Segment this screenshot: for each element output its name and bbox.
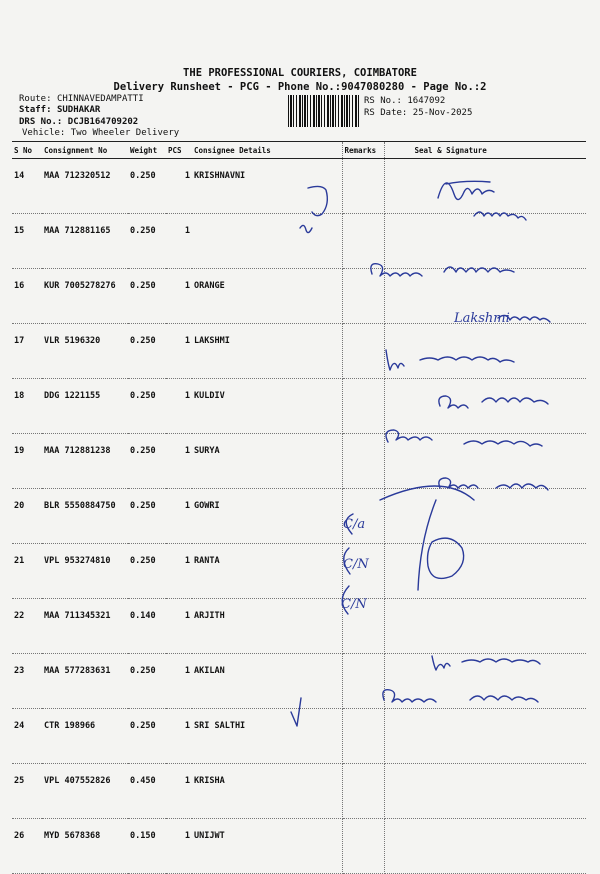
consignee-cell: KRISHA [192, 764, 342, 819]
remarks-cell [342, 324, 384, 379]
table-row [12, 324, 586, 379]
route-line [19, 94, 144, 104]
consignee-cell: AKILAN [192, 654, 342, 709]
table-row [12, 269, 586, 324]
signature-cell [384, 159, 586, 214]
sno-cell: 22 [12, 599, 42, 654]
sno-cell: 23 [12, 654, 42, 709]
pcs-cell: 1 [166, 269, 192, 324]
staff-value: SUDHAKAR [56, 105, 101, 115]
consignee-cell: ORANGE [192, 269, 342, 324]
consignment-cell: DDG 1221155 [42, 379, 128, 434]
pcs-cell: 1 [166, 544, 192, 599]
consignee-cell: KRISHNAVNI [192, 159, 342, 214]
weight-cell: 0.250 [128, 434, 166, 489]
table-row [12, 489, 586, 544]
rs-no-line [364, 96, 445, 106]
remarks-cell [342, 819, 384, 874]
col-consignment: Consignment No [42, 142, 128, 159]
signature-cell [384, 379, 586, 434]
pcs-cell: 1 [166, 434, 192, 489]
weight-cell: 0.450 [128, 764, 166, 819]
consignee-cell: LAKSHMI [192, 324, 342, 379]
table-header-row [12, 142, 586, 159]
remarks-cell [342, 544, 384, 599]
sno-cell: 15 [12, 214, 42, 269]
col-pcs: PCS [166, 142, 192, 159]
pcs-cell: 1 [166, 379, 192, 434]
col-remarks: Remarks [342, 142, 384, 159]
consignment-cell: VLR 5196320 [42, 324, 128, 379]
weight-cell: 0.140 [128, 599, 166, 654]
signature-lakshmi: Lakshmi [454, 311, 510, 326]
barcode [288, 95, 360, 127]
remarks-cell [342, 214, 384, 269]
table-row [12, 379, 586, 434]
weight-cell: 0.250 [128, 544, 166, 599]
pcs-cell: 1 [166, 599, 192, 654]
sno-cell: 21 [12, 544, 42, 599]
weight-cell: 0.250 [128, 214, 166, 269]
consignee-cell: SRI SALTHI [192, 709, 342, 764]
remarks-cell [342, 159, 384, 214]
table-row [12, 214, 586, 269]
remarks-cell [342, 709, 384, 764]
weight-cell: 0.250 [128, 324, 166, 379]
remarks-cell [342, 269, 384, 324]
consignee-cell [192, 214, 342, 269]
col-sno: S No [12, 142, 42, 159]
weight-cell: 0.250 [128, 489, 166, 544]
consignee-cell: KULDIV [192, 379, 342, 434]
staff-label: Staff: [19, 105, 52, 115]
consignee-cell: RANTA [192, 544, 342, 599]
consignment-cell: MYD 5678368 [42, 819, 128, 874]
vehicle-label: Vehicle: [22, 128, 66, 138]
consignee-cell: ARJITH [192, 599, 342, 654]
vehicle-value: Two Wheeler Delivery [70, 128, 180, 138]
consignee-cell: SURYA [192, 434, 342, 489]
drs-line [19, 117, 138, 127]
signature-cell [384, 434, 586, 489]
remark-ca: C/a [343, 517, 366, 532]
signature-cell [384, 764, 586, 819]
weight-cell: 0.250 [128, 269, 166, 324]
consignment-cell: KUR 7005278276 [42, 269, 128, 324]
col-signature: Seal & Signature [384, 142, 586, 159]
sno-cell: 24 [12, 709, 42, 764]
sno-cell: 20 [12, 489, 42, 544]
signature-cell [384, 214, 586, 269]
rs-date-value: 25-Nov-2025 [412, 108, 473, 118]
sno-cell: 19 [12, 434, 42, 489]
consignment-cell: BLR 5550884750 [42, 489, 128, 544]
pcs-cell: 1 [166, 214, 192, 269]
remarks-cell [342, 764, 384, 819]
rs-date-label: RS Date: [364, 108, 408, 118]
sno-cell: 16 [12, 269, 42, 324]
remarks-cell [342, 489, 384, 544]
signature-cell [384, 269, 586, 324]
delivery-table [12, 141, 586, 874]
table-row [12, 764, 586, 819]
col-weight: Weight [128, 142, 166, 159]
consignment-cell: VPL 407552826 [42, 764, 128, 819]
signature-cell [384, 709, 586, 764]
table-row [12, 819, 586, 874]
drs-label: DRS No.: [19, 117, 63, 127]
staff-line [19, 105, 100, 115]
signature-cell [384, 544, 586, 599]
signature-cell [384, 599, 586, 654]
weight-cell: 0.250 [128, 159, 166, 214]
rs-no-label: RS No.: [364, 96, 402, 106]
sno-cell: 18 [12, 379, 42, 434]
company-title: THE PROFESSIONAL COURIERS, COIMBATORE [183, 67, 417, 79]
route-value: CHINNAVEDAMPATTI [56, 94, 144, 104]
consignment-cell: CTR 198966 [42, 709, 128, 764]
pcs-cell: 1 [166, 159, 192, 214]
remarks-cell [342, 434, 384, 489]
pcs-cell: 1 [166, 764, 192, 819]
weight-cell: 0.150 [128, 819, 166, 874]
pcs-cell: 1 [166, 819, 192, 874]
weight-cell: 0.250 [128, 379, 166, 434]
sno-cell: 26 [12, 819, 42, 874]
remark-cn: C/N [341, 597, 367, 612]
consignment-cell: VPL 953274810 [42, 544, 128, 599]
rs-no-value: 1647092 [407, 96, 446, 106]
pcs-cell: 1 [166, 489, 192, 544]
table-row [12, 159, 586, 214]
table-row [12, 434, 586, 489]
pcs-cell: 1 [166, 709, 192, 764]
drs-value: DCJB164709202 [67, 117, 139, 127]
signature-cell [384, 819, 586, 874]
remarks-cell [342, 654, 384, 709]
consignee-cell: UNIJWT [192, 819, 342, 874]
signature-cell [384, 489, 586, 544]
signature-cell [384, 654, 586, 709]
table-row [12, 599, 586, 654]
consignment-cell: MAA 712881238 [42, 434, 128, 489]
pcs-cell: 1 [166, 324, 192, 379]
runsheet-subtitle: Delivery Runsheet - PCG - Phone No.:9047080280 - Page No.:2 [113, 81, 487, 93]
table-row [12, 709, 586, 764]
col-consignee: Consignee Details [192, 142, 342, 159]
route-label: Route: [19, 94, 52, 104]
weight-cell: 0.250 [128, 709, 166, 764]
pcs-cell: 1 [166, 654, 192, 709]
remark-cn: C/N [343, 557, 369, 572]
vehicle-line [22, 128, 179, 138]
remarks-cell [342, 599, 384, 654]
consignee-cell: GOWRI [192, 489, 342, 544]
weight-cell: 0.250 [128, 654, 166, 709]
rs-date-line [364, 108, 472, 118]
consignment-cell: MAA 712881165 [42, 214, 128, 269]
sno-cell: 14 [12, 159, 42, 214]
consignment-cell: MAA 712320512 [42, 159, 128, 214]
table-row [12, 544, 586, 599]
table-row [12, 654, 586, 709]
sno-cell: 17 [12, 324, 42, 379]
consignment-cell: MAA 711345321 [42, 599, 128, 654]
sno-cell: 25 [12, 764, 42, 819]
remarks-cell [342, 379, 384, 434]
consignment-cell: MAA 577283631 [42, 654, 128, 709]
signature-cell [384, 324, 586, 379]
